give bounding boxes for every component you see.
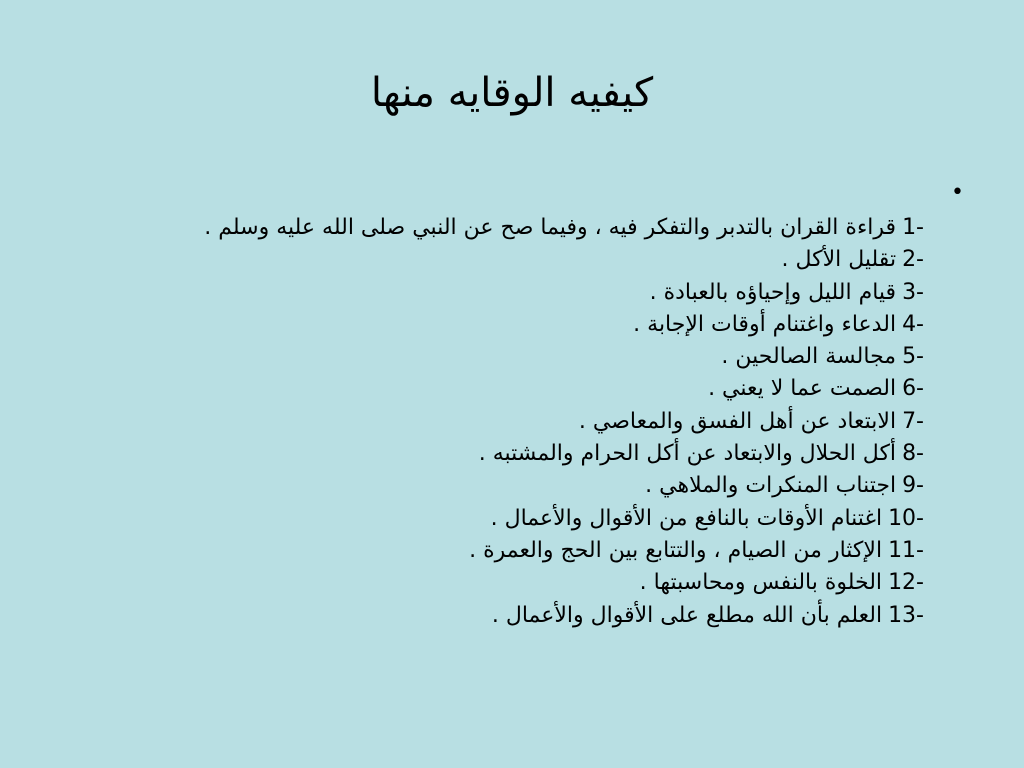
list-item xyxy=(44,567,924,599)
bullet-icon: • xyxy=(951,180,964,205)
item-text: الصمت عما لا يعني . xyxy=(708,376,897,402)
list-item xyxy=(44,309,924,341)
list-item xyxy=(44,438,924,470)
item-number: 3- xyxy=(902,279,924,305)
item-number: 7- xyxy=(902,408,924,434)
list-item xyxy=(44,244,924,276)
content-list xyxy=(44,212,924,632)
item-number: 11- xyxy=(888,537,924,563)
item-text: تقليل الأكل . xyxy=(781,247,897,273)
item-text: قراءة القران بالتدبر والتفكر فيه ، وفيما صح عن النبي صلى الله عليه وسلم . xyxy=(204,215,897,240)
list-item xyxy=(44,600,924,632)
item-text: اجتناب المنكرات والملاهي . xyxy=(645,473,897,499)
item-text: اغتنام الأوقات بالنافع من الأقوال والأعمال . xyxy=(490,505,883,531)
item-text: أكل الحلال والابتعاد عن أكل الحرام والمشتبه . xyxy=(478,441,897,467)
list-item xyxy=(44,470,924,502)
item-text: الخلوة بالنفس ومحاسبتها . xyxy=(639,570,883,596)
list-item xyxy=(44,535,924,567)
item-number: 10- xyxy=(888,505,924,531)
item-number: 9- xyxy=(902,473,924,499)
item-text: الابتعاد عن أهل الفسق والمعاصي . xyxy=(578,408,897,434)
item-number: 1- xyxy=(902,215,924,240)
list-item xyxy=(44,503,924,535)
item-number: 6- xyxy=(902,376,924,402)
item-number: 5- xyxy=(902,344,924,370)
item-text: قيام الليل وإحياؤه بالعبادة . xyxy=(649,279,897,305)
list-item xyxy=(44,341,924,373)
item-number: 4- xyxy=(902,311,924,337)
slide-title: كيفيه الوقايه منها xyxy=(370,70,654,116)
list-item xyxy=(44,406,924,438)
list-item xyxy=(44,373,924,405)
list-item xyxy=(44,212,924,244)
item-text: مجالسة الصالحين . xyxy=(721,344,897,370)
item-text: العلم بأن الله مطلع على الأقوال والأعمال . xyxy=(491,602,883,628)
item-number: 12- xyxy=(888,570,924,596)
list-item xyxy=(44,277,924,309)
item-number: 2- xyxy=(902,247,924,273)
item-text: الإكثار من الصيام ، والتتابع بين الحج والعمرة . xyxy=(469,537,883,563)
item-text: الدعاء واغتنام أوقات الإجابة . xyxy=(633,311,897,337)
item-number: 8- xyxy=(902,441,924,467)
item-number: 13- xyxy=(888,602,924,628)
